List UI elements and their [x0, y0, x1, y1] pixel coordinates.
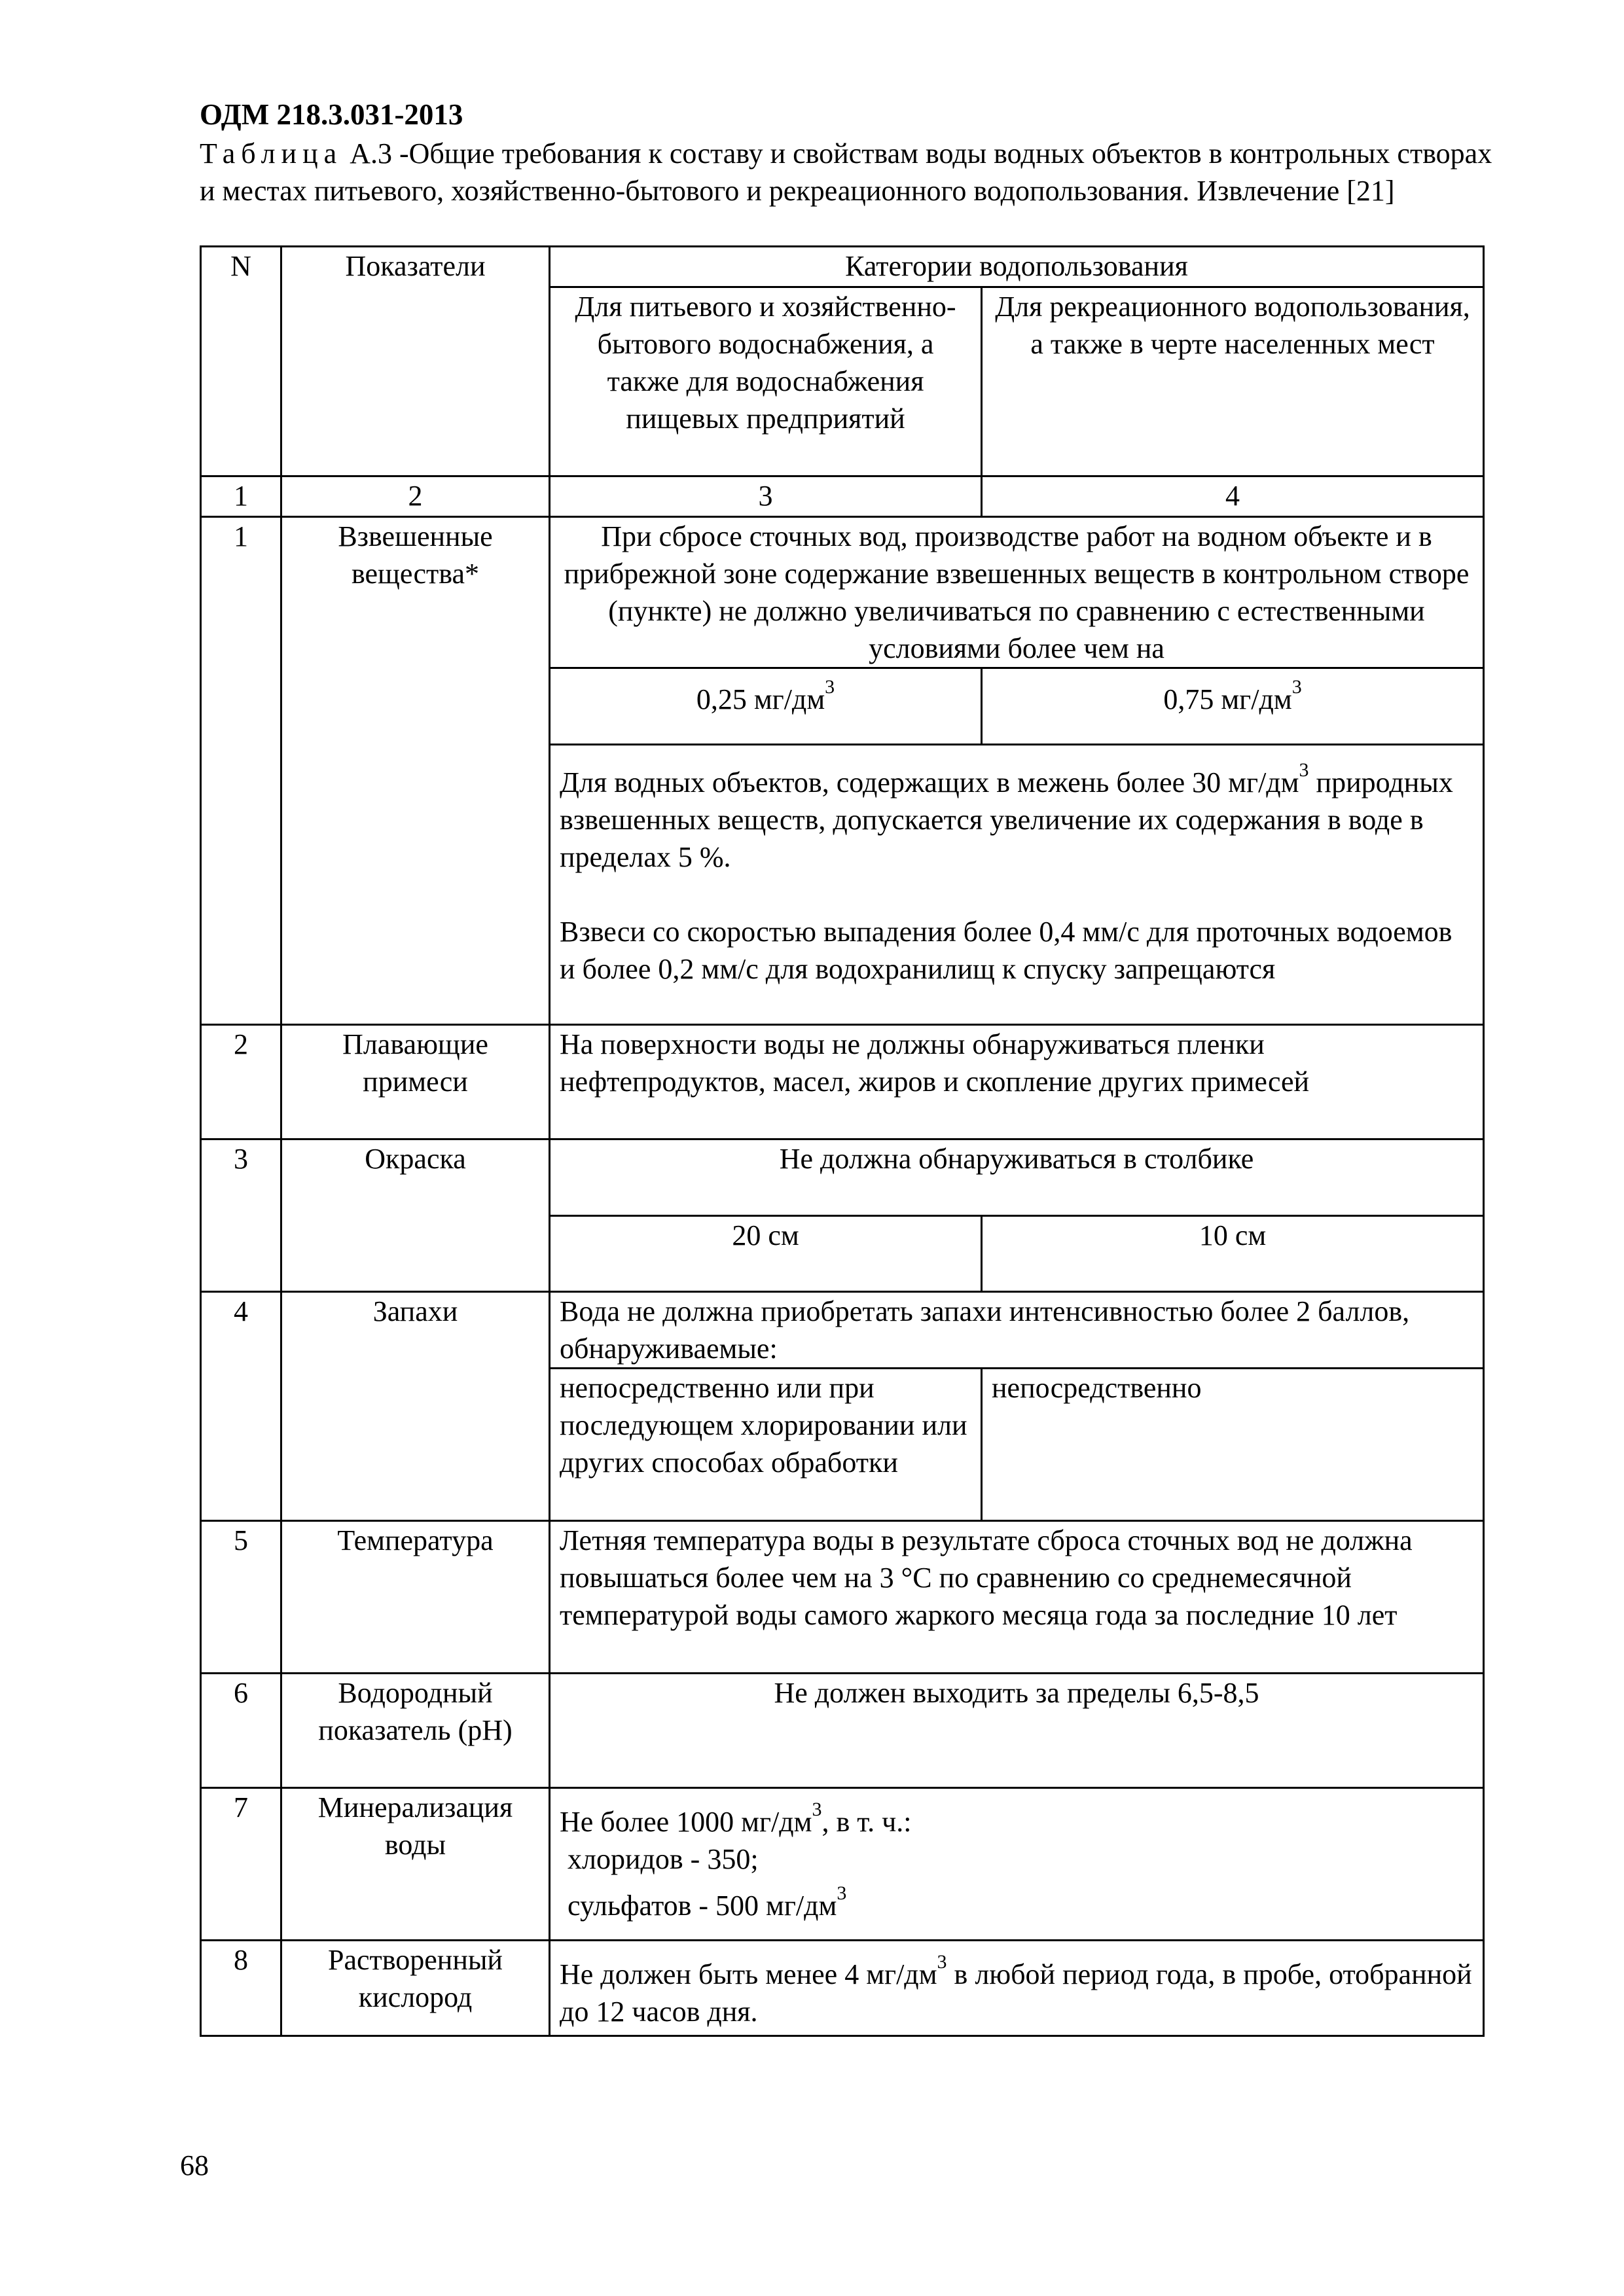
table-caption	[200, 135, 1502, 209]
requirement-text: Летняя температура воды в результате сброса сточных вод не должна повышаться более чем на 3 °С по сравнению со среднемесячной температурой воды самого жаркого месяца года за последние 10 лет	[550, 1521, 1484, 1674]
value-recreational: непосредственно	[982, 1369, 1484, 1521]
requirement-note: Для водных объектов, содержащих в межень более 30 $мг/дм^3$ природных взвешенных веществ, допускается увеличение их содержания в воде в пределах 5 %. Взвеси со скоростью выпадения более 0,4 мм/с для проточных водоемов и более 0,2 мм/с для водохранилищ к спуску запрещаются	[550, 745, 1484, 1025]
requirement-text: Не должен быть менее 4 $мг/дм^3$ в любой период года, в пробе, отобранной до 12 часов дня.	[550, 1941, 1484, 2036]
caption-prefix: Таблица	[200, 137, 343, 170]
requirement-text: При сбросе сточных вод, производстве работ на водном объекте и в прибрежной зоне содержание взвешенных веществ в контрольном створе (пункте) не должно увеличиваться по сравнению с естественными условиями более чем на	[550, 517, 1484, 668]
indicator-name: Минерализация воды	[281, 1788, 550, 1941]
table-row	[201, 1025, 1484, 1139]
requirement-text: Не должна обнаруживаться в столбике	[550, 1139, 1484, 1216]
value-drinking: 0,25 $мг/дм^3$	[550, 668, 982, 745]
page-number: 68	[180, 2149, 209, 2181]
requirement-text: На поверхности воды не должны обнаруживаться пленки нефтепродуктов, масел, жиров и скопление других примесей	[550, 1025, 1484, 1139]
row-number: 8	[201, 1941, 281, 2036]
column-number: 2	[281, 476, 550, 517]
table-row	[201, 1521, 1484, 1674]
header-indicators: Показатели	[281, 247, 550, 476]
row-number: 1	[201, 517, 281, 1025]
indicator-name: Взвешенные вещества*	[281, 517, 550, 1025]
row-number: 6	[201, 1674, 281, 1788]
requirements-table	[200, 245, 1485, 2037]
value-drinking: непосредственно или при последующем хлорировании или других способах обработки	[550, 1369, 982, 1521]
header-category-recreational: Для рекреационного водопользования, а также в черте населенных мест	[982, 287, 1484, 476]
requirement-text: Вода не должна приобретать запахи интенсивностью более 2 баллов, обнаруживаемые:	[550, 1292, 1484, 1369]
requirement-text: Не более 1000 $мг/дм^3$, в т. ч.: хлоридов - 350; сульфатов - 500 $мг/дм^3$	[550, 1788, 1484, 1941]
row-number: 5	[201, 1521, 281, 1674]
column-number: 4	[982, 476, 1484, 517]
header-n: N	[201, 247, 281, 476]
table-row	[201, 1788, 1484, 1941]
table-row	[201, 1674, 1484, 1788]
requirement-text: Не должен выходить за пределы 6,5-8,5	[550, 1674, 1484, 1788]
table-row	[201, 1292, 1484, 1369]
table-row	[201, 517, 1484, 668]
indicator-name: Окраска	[281, 1139, 550, 1292]
header-categories: Категории водопользования	[550, 247, 1484, 287]
indicator-name: Запахи	[281, 1292, 550, 1521]
value-drinking: 20 см	[550, 1216, 982, 1292]
row-number: 3	[201, 1139, 281, 1292]
indicator-name: Растворенный кислород	[281, 1941, 550, 2036]
row-number: 7	[201, 1788, 281, 1941]
table-row	[201, 1941, 1484, 2036]
caption-text: А.3 -Общие требования к составу и свойствам воды водных объектов в контрольных створах и местах питьевого, хозяйственно-бытового и рекреационного водопользования. Извлечение [21]	[200, 137, 1492, 207]
value-recreational: 10 см	[982, 1216, 1484, 1292]
document-code: ОДМ 218.3.031-2013	[200, 98, 463, 131]
value-recreational: 0,75 $мг/дм^3$	[982, 668, 1484, 745]
table-row	[201, 1139, 1484, 1216]
row-number: 4	[201, 1292, 281, 1521]
header-category-drinking: Для питьевого и хозяйственно-бытового водоснабжения, а также для водоснабжения пищевых предприятий	[550, 287, 982, 476]
indicator-name: Водородный показатель (рН)	[281, 1674, 550, 1788]
column-number: 1	[201, 476, 281, 517]
column-numbers-row	[201, 476, 1484, 517]
row-number: 2	[201, 1025, 281, 1139]
column-number: 3	[550, 476, 982, 517]
indicator-name: Температура	[281, 1521, 550, 1674]
indicator-name: Плавающие примеси	[281, 1025, 550, 1139]
